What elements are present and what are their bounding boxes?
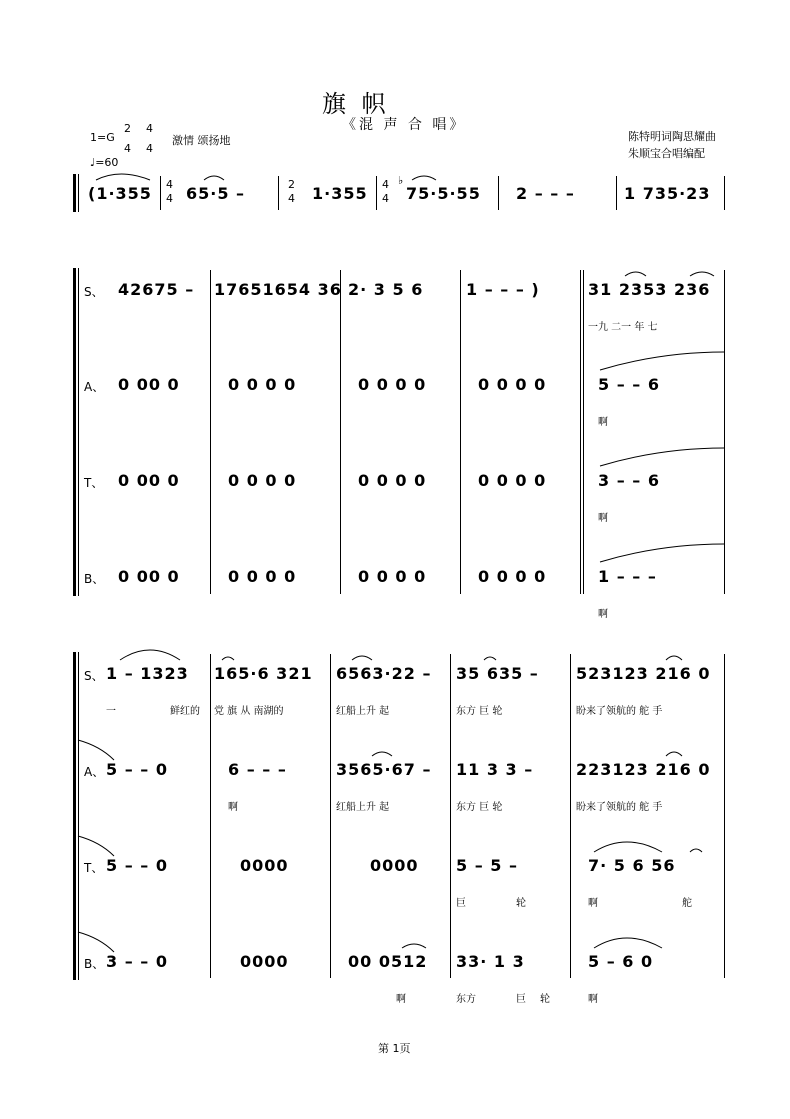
s2-tenor-m3: 0 0 0 0 <box>358 471 427 490</box>
s3-bass-m5: 5 – 6 0 <box>588 952 654 971</box>
part-label-bass: B、 <box>84 957 105 971</box>
s2-alto-m1: 0 00 0 <box>118 375 180 394</box>
s3-tenor-lyric-4: 舵 <box>682 898 692 909</box>
s2-alto-m3: 0 0 0 0 <box>358 375 427 394</box>
s3-soprano-lyric-2: 鲜红的 <box>170 706 200 717</box>
intro-ts-c-den: 4 <box>382 192 389 205</box>
intro-measure-2: 65·5 – <box>186 184 246 203</box>
page-number: 第 1页 <box>378 1042 411 1055</box>
s2-alto-m2: 0 0 0 0 <box>228 375 297 394</box>
s2-tenor-lyric: 啊 <box>598 513 608 524</box>
intro-measure-6: 1 735·23 <box>624 184 711 203</box>
slur <box>594 938 662 948</box>
s2-bass-m2: 0 0 0 0 <box>228 567 297 586</box>
time-sig-2-den: 4 <box>146 142 153 155</box>
s2-alto-lyric: 啊 <box>598 417 608 428</box>
s2-soprano-m4: 1 – – – ) <box>466 280 540 299</box>
credits-lyricist-composer: 陈特明词陶思耀曲 <box>628 130 716 143</box>
s3-soprano-m5: 523123 216 0 <box>576 664 711 683</box>
s2-soprano-m3: 2· 3 5 6 <box>348 280 424 299</box>
slur <box>625 272 646 276</box>
slur <box>402 944 426 948</box>
s3-soprano-m1: 1 – 1323 <box>106 664 189 683</box>
s3-soprano-lyric-4: 红船上升 起 <box>336 706 390 717</box>
intro-ts-b-num: 2 <box>288 178 295 191</box>
s3-alto-m1: 5 – – 0 <box>106 760 168 779</box>
slur <box>484 657 496 660</box>
tie <box>600 448 724 466</box>
tie <box>600 352 724 370</box>
part-label-bass: B、 <box>84 572 105 586</box>
time-sig-1-num: 2 <box>124 122 131 135</box>
s3-alto-m3: 3565·67 – <box>336 760 432 779</box>
key-signature: 1=G <box>90 131 115 144</box>
tie <box>78 836 114 856</box>
intro-measure-3: 1·355 <box>312 184 368 203</box>
s3-bass-m2: 0000 <box>240 952 289 971</box>
s3-tenor-m2: 0000 <box>240 856 289 875</box>
slur <box>690 272 714 276</box>
s3-alto-m4: 11 3 3 – <box>456 760 534 779</box>
s3-alto-m2: 6 – – – <box>228 760 287 779</box>
part-label-tenor: T、 <box>84 476 104 490</box>
s3-alto-lyric-1: 啊 <box>228 802 238 813</box>
s3-bass-lyric-2: 东方 <box>456 994 476 1005</box>
slur <box>120 650 180 660</box>
tempo-marking: ♩=60 <box>90 156 119 169</box>
flat-sign: ♭ <box>398 174 404 187</box>
s3-bass-lyric-4: 轮 <box>540 994 550 1005</box>
s3-alto-lyric-3: 东方 巨 轮 <box>456 802 503 813</box>
s3-tenor-lyric-2: 轮 <box>516 898 526 909</box>
s3-soprano-lyric-5: 东方 巨 轮 <box>456 706 503 717</box>
tie <box>600 544 724 562</box>
s3-alto-lyric-4: 盼来了领航的 舵 手 <box>576 802 663 813</box>
intro-measure-4: 75·5·55 <box>406 184 481 203</box>
s3-bass-lyric-5: 啊 <box>588 994 598 1005</box>
slur <box>594 842 662 852</box>
slur <box>412 176 436 180</box>
s3-bass-m4: 33· 1 3 <box>456 952 525 971</box>
s3-tenor-m1: 5 – – 0 <box>106 856 168 875</box>
s3-soprano-m2: 165·6 321 <box>214 664 313 683</box>
s3-tenor-m4: 5 – 5 – <box>456 856 518 875</box>
intro-ts-a-num: 4 <box>166 178 173 191</box>
s3-bass-lyric-1: 啊 <box>396 994 406 1005</box>
s3-soprano-lyric-1: 一 <box>106 706 116 717</box>
time-sig-1-den: 4 <box>124 142 131 155</box>
s2-bass-m1: 0 00 0 <box>118 567 180 586</box>
s3-alto-m5: 223123 216 0 <box>576 760 711 779</box>
slur <box>690 849 702 852</box>
tie <box>78 740 114 760</box>
s3-tenor-lyric-3: 啊 <box>588 898 598 909</box>
s2-alto-m5: 5 – – 6 <box>598 375 660 394</box>
intro-ts-c-num: 4 <box>382 178 389 191</box>
slur <box>96 174 150 180</box>
s2-tenor-m4: 0 0 0 0 <box>478 471 547 490</box>
s3-tenor-lyric-1: 巨 <box>456 898 466 909</box>
s3-soprano-lyric-6: 盼来了领航的 舵 手 <box>576 706 663 717</box>
part-label-alto: A、 <box>84 380 105 394</box>
s3-alto-lyric-2: 红船上升 起 <box>336 802 390 813</box>
s2-alto-m4: 0 0 0 0 <box>478 375 547 394</box>
intro-ts-a-den: 4 <box>166 192 173 205</box>
part-label-soprano: S、 <box>84 669 104 683</box>
s2-soprano-m2: 17651654 36 <box>214 280 342 299</box>
slur <box>666 656 682 660</box>
s3-tenor-m3: 0000 <box>370 856 419 875</box>
s2-soprano-m5: 31 2353 236 <box>588 280 711 299</box>
s3-soprano-m3: 6563·22 – <box>336 664 432 683</box>
credits-arranger: 朱顺宝合唱编配 <box>628 147 705 160</box>
s3-soprano-m4: 35 635 – <box>456 664 539 683</box>
s3-bass-m1: 3 – – 0 <box>106 952 168 971</box>
s2-bass-m3: 0 0 0 0 <box>358 567 427 586</box>
slur <box>204 176 224 180</box>
s3-soprano-lyric-3: 党 旗 从 南湖的 <box>214 706 284 717</box>
song-title: 旗 帜 <box>322 90 390 118</box>
s2-tenor-m2: 0 0 0 0 <box>228 471 297 490</box>
s3-tenor-m5: 7· 5 6 56 <box>588 856 676 875</box>
expression-marking: 激情 颂扬地 <box>172 134 231 147</box>
intro-ts-b-den: 4 <box>288 192 295 205</box>
slur <box>352 656 372 660</box>
slur <box>666 752 682 756</box>
part-label-alto: A、 <box>84 765 105 779</box>
slur <box>372 752 392 756</box>
s2-bass-m5: 1 – – – <box>598 567 657 586</box>
part-label-soprano: S、 <box>84 285 104 299</box>
tie <box>78 932 114 952</box>
s3-bass-lyric-3: 巨 <box>516 994 526 1005</box>
intro-measure-5: 2 – – – <box>516 184 575 203</box>
s2-soprano-lyric: 一九 二一 年 七 <box>588 322 658 333</box>
s2-tenor-m1: 0 00 0 <box>118 471 180 490</box>
intro-measure-1: (1·355 <box>88 184 152 203</box>
s3-bass-m3: 00 0512 <box>348 952 428 971</box>
s2-bass-m4: 0 0 0 0 <box>478 567 547 586</box>
s2-soprano-m1: 42675 – <box>118 280 195 299</box>
song-subtitle: 《混 声 合 唱》 <box>342 117 467 133</box>
part-label-tenor: T、 <box>84 861 104 875</box>
slur <box>222 657 234 660</box>
s2-tenor-m5: 3 – – 6 <box>598 471 660 490</box>
s2-bass-lyric: 啊 <box>598 609 608 620</box>
time-sig-2-num: 4 <box>146 122 153 135</box>
